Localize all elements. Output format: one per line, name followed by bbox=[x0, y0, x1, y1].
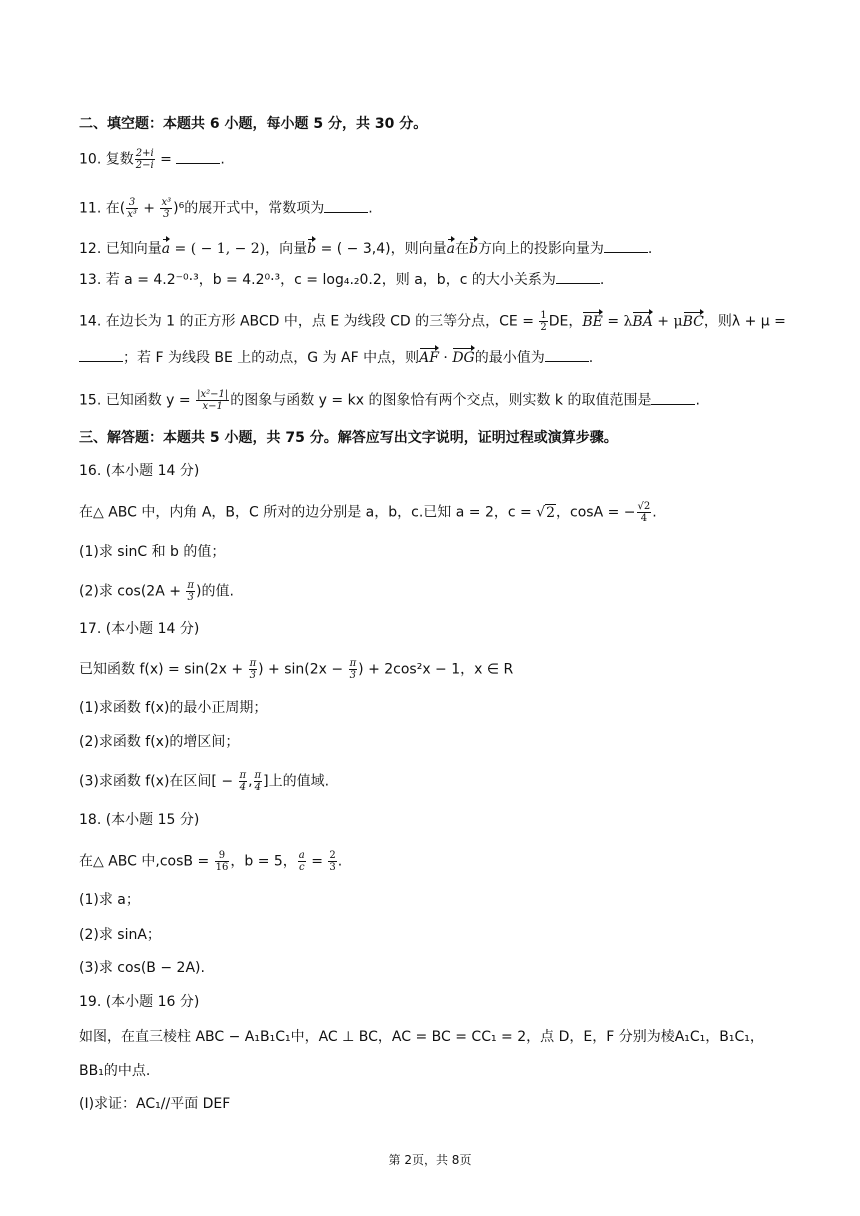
fraction: $\frac{\pi}{3}$ bbox=[349, 658, 357, 681]
question-16-part-1: (1)求 sinC 和 b 的值； bbox=[79, 544, 226, 560]
question-19-part-1: (Ⅰ)求证：AC₁//平面 DEF bbox=[79, 1096, 231, 1112]
fraction: $\frac{1}{2}$ bbox=[540, 310, 547, 333]
fraction: $\frac{\text{|x²−1|}}{x-1}$ bbox=[197, 389, 229, 412]
fraction: $\frac{9}{16}$ bbox=[215, 850, 229, 873]
answer-blank bbox=[604, 240, 648, 253]
page-footer: 第 2页，共 8页 bbox=[388, 1153, 472, 1167]
fraction: $\frac{3}{\text{x³}}$ bbox=[127, 197, 137, 220]
answer-blank bbox=[176, 151, 220, 164]
vector-a: a bbox=[161, 241, 171, 257]
question-17-heading: 17. (本小题 14 分) bbox=[79, 621, 200, 637]
answer-blank bbox=[324, 200, 368, 213]
question-19-stem-line-1: 如图，在直三棱柱 ABC − A₁B₁C₁中，AC ⊥ BC，AC = BC = CC₁ = 2，点 D，E，F 分别为棱A₁C₁，B₁C₁， bbox=[79, 1029, 764, 1045]
fraction: $\frac{a}{c}$ bbox=[298, 850, 305, 873]
question-18-stem: 在△ ABC 中,cosB = $\frac{9}{16}$ ，b = 5， $\frac{a}{c}$ = $\frac{2}{3}$ . bbox=[79, 850, 343, 873]
question-11: 11. 在( $\frac{3}{\text{x³}}$ + $\frac{\text{x³}}{3}$ )⁶的展开式中，常数项为 . bbox=[79, 197, 373, 220]
section-2-heading: 二、填空题：本题共 6 小题，每小题 5 分，共 30 分。 bbox=[79, 116, 428, 132]
question-14-line-2: ；若 F 为线段 BE 上的动点，G 为 AF 中点，则AF · DG的最小值为 . bbox=[79, 348, 593, 368]
question-18-part-1: (1)求 a； bbox=[79, 892, 140, 908]
question-14-line-1: 14. 在边长为 1 的正方形 ABCD 中，点 E 为线段 CD 的三等分点，CE = $\frac{1}{2}$ DE，BE = λBA + μBC，则λ + μ = bbox=[79, 310, 786, 333]
question-10: 10. 复数 $\frac{2+i}{2-i}$ = . bbox=[79, 148, 225, 171]
question-18-part-2: (2)求 sinA； bbox=[79, 927, 161, 943]
section-3-heading: 三、解答题：本题共 5 小题，共 75 分。解答应写出文字说明，证明过程或演算步骤。 bbox=[79, 430, 618, 446]
answer-blank bbox=[651, 392, 695, 405]
fraction: $\frac{2+i}{2-i}$ bbox=[135, 148, 154, 171]
question-17-stem: 已知函数 f(x) = sin(2x + $\frac{\pi}{3}$ ) + sin(2x − $\frac{\pi}{3}$ ) + 2cos²x − 1，x ∈ R bbox=[79, 658, 514, 681]
answer-blank bbox=[556, 271, 600, 284]
fraction: $\frac{2}{3}$ bbox=[329, 850, 336, 873]
sqrt-symbol: √ bbox=[536, 504, 546, 521]
question-17-part-1: (1)求函数 f(x)的最小正周期； bbox=[79, 700, 268, 716]
question-15: 15. 已知函数 y = $\frac{\text{|x²−1|}}{x-1}$ 的图象与函数 y = kx 的图象恰有两个交点，则实数 k 的取值范围是 . bbox=[79, 389, 700, 412]
fraction: $\frac{\pi}{4}$ bbox=[254, 770, 262, 793]
vector-b: b bbox=[307, 241, 317, 257]
fraction: $\frac{√2}{4}$ bbox=[637, 501, 651, 524]
question-16-part-2: (2)求 cos(2A + $\frac{\pi}{3}$ )的值. bbox=[79, 580, 234, 603]
question-12: 12. 已知向量a = ( − 1, − 2)，向量b = ( − 3,4)，则向量a在b方向上的投影向量为 . bbox=[79, 241, 653, 257]
question-19-heading: 19. (本小题 16 分) bbox=[79, 994, 200, 1010]
question-16-stem: 在△ ABC 中，内角 A，B，C 所对的边分别是 a，b，c.已知 a = 2，c = √2，cosA = − $\frac{√2}{4}$ . bbox=[79, 501, 657, 524]
fraction: $\frac{\pi}{4}$ bbox=[239, 770, 247, 793]
question-18-part-3: (3)求 cos(B − 2A). bbox=[79, 960, 205, 976]
question-19-stem-line-2: BB₁的中点. bbox=[79, 1063, 151, 1079]
question-17-part-2: (2)求函数 f(x)的增区间； bbox=[79, 734, 240, 750]
answer-blank bbox=[545, 349, 589, 362]
question-16-heading: 16. (本小题 14 分) bbox=[79, 463, 200, 479]
question-13: 13. 若 a = 4.2⁻⁰·³，b = 4.2⁰·³，c = log₄.₂0.2，则 a，b，c 的大小关系为 . bbox=[79, 272, 605, 288]
fraction: $\frac{\pi}{3}$ bbox=[187, 580, 194, 603]
question-18-heading: 18. (本小题 15 分) bbox=[79, 812, 200, 828]
fraction: $\frac{\pi}{3}$ bbox=[249, 658, 257, 681]
fraction: $\frac{\text{x³}}{3}$ bbox=[161, 197, 172, 220]
answer-blank bbox=[79, 349, 123, 362]
question-17-part-3: (3)求函数 f(x)在区间[ − $\frac{\pi}{4}$ , $\frac{\pi}{4}$ ]上的值域. bbox=[79, 770, 330, 793]
